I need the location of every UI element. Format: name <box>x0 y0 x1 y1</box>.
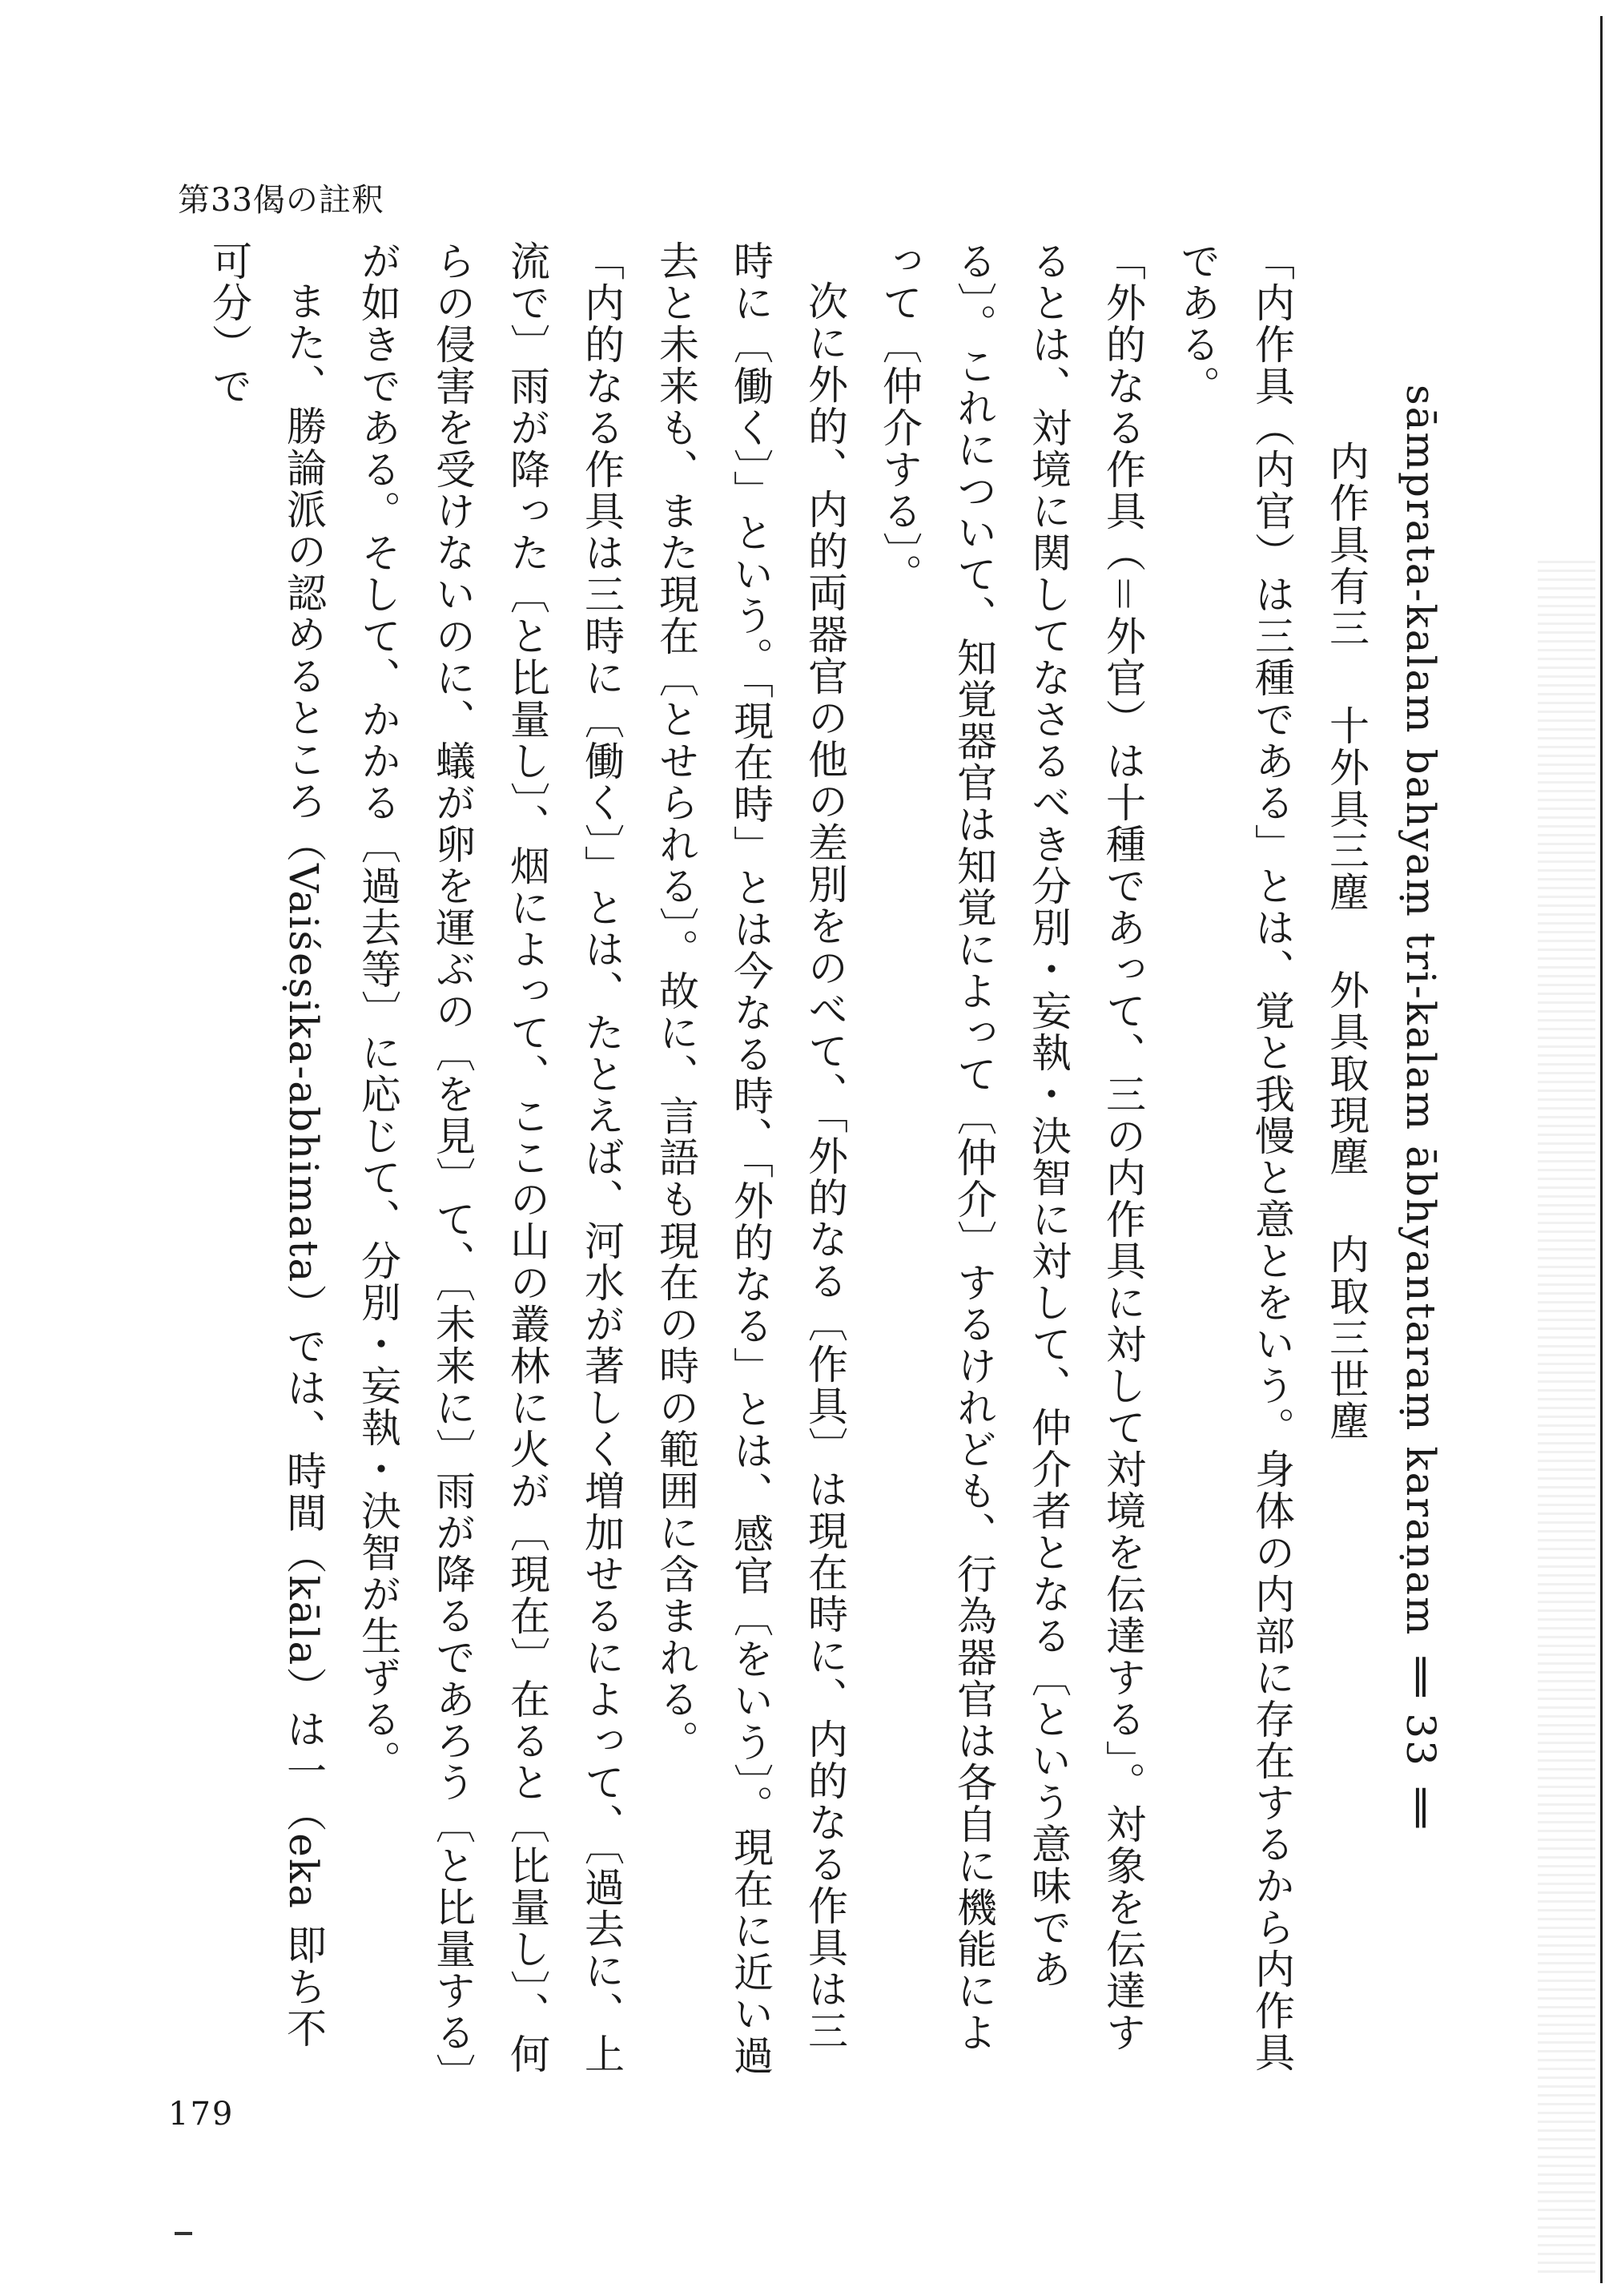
verse-chinese-part: 十外具三塵 <box>1323 704 1370 913</box>
paragraph: また、勝論派の認めるところ（Vaiśeṣika-abhimata）では、時間（kāla）は一（eka 即ち不可分）で <box>206 240 327 2049</box>
paragraph: 「内作具（内官）は三種である」とは、覚と我慢と意とをいう。身体の内部に存在するから内作具である。 <box>1174 240 1295 2073</box>
page-body <box>160 240 1458 2083</box>
verse-chinese-part: 外具取現塵 <box>1323 969 1370 1178</box>
verse-chinese-part: 内作具有三 <box>1323 441 1370 649</box>
running-head: 第33偈の註釈 <box>178 182 384 219</box>
verse-chinese-part: 内取三世塵 <box>1323 1233 1370 1442</box>
scan-mark <box>175 2232 192 2235</box>
binding-edge-line <box>1600 16 1603 2283</box>
page-number: 179 <box>168 2096 235 2133</box>
paragraph: 「外的なる作具（＝外官）は十種であって、三の内作具に対して対境を伝達する」。対象を伝達するとは、対境に関してなさるべき分別・妄執・決智に対して、仲介者となる〔という意味である〕。これについて、知覚器官は知覚によって〔仲介〕するけれども、行為器官は各自に機能によって〔仲介する〕。 <box>876 240 1146 2053</box>
paragraph: 次に外的、内的両器官の他の差別をのべて、「外的なる〔作具〕は現在時に、内的なる作具は三時に〔働く〕」という。「現在時」とは今なる時、「外的なる」とは、感官〔をいう〕。現在に近い過去と未来も、また現在〔とせられる〕。故に、言語も現在の時の範囲に含まれる。 <box>653 240 848 2076</box>
binding-shadow <box>1538 561 1595 2275</box>
verse-sanskrit: sāmprata-kalam bahyaṃ tri-kalam ābhyantaraṃ karaṇam ‖ 33 ‖ <box>1398 385 1444 1830</box>
verse-chinese <box>1309 240 1383 2083</box>
paragraph: 「内的なる作具は三時に〔働く〕」とは、たとえば、河水が著しく増加せるによって、〔過去に、上流で〕雨が降った〔と比量し〕、烟によって、ここの山の叢林に火が〔現在〕在ると〔比量し〕、何らの侵害を受けないのに、蟻が卵を運ぶの〔を見〕て、〔未来に〕雨が降るであろう〔と比量する〕が如きである。そして、かかる〔過去等〕に応じて、分別・妄執・決智が生ずる。 <box>355 240 625 2075</box>
